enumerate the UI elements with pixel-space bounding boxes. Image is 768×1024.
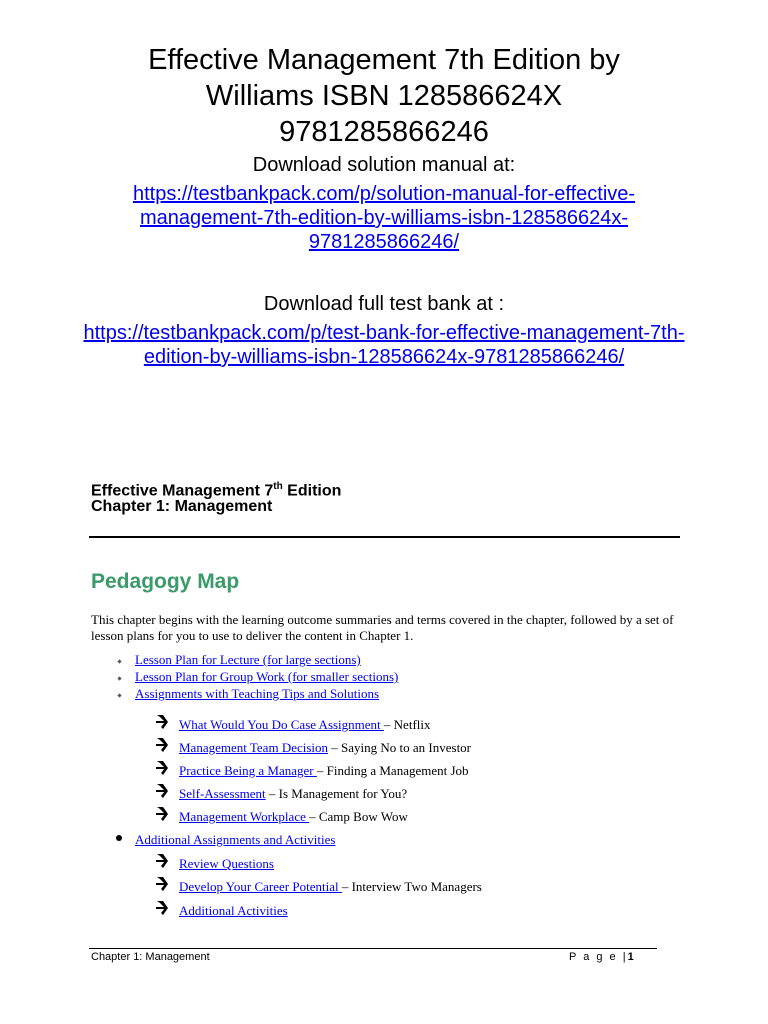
list-item: [179, 785, 407, 803]
lesson-plan-group-link[interactable]: Lesson Plan for Group Work (for smaller sections): [135, 669, 399, 684]
list-item: [179, 902, 288, 920]
list-item: [179, 808, 408, 826]
document-title: [60, 42, 708, 150]
review-questions-link[interactable]: Review Questions: [179, 856, 274, 871]
test-bank-label: Download full test bank at :: [263, 293, 505, 315]
solution-url-line-1[interactable]: https://testbankpack.com/p/solution-manual-for-effective-: [132, 183, 636, 205]
list-item: [179, 739, 471, 757]
small-bullet-icon: [117, 693, 121, 697]
arrow-bullet-icon: [155, 712, 171, 732]
test-bank-link[interactable]: [60, 321, 708, 369]
assignment-desc: – Finding a Management Job: [316, 763, 469, 778]
arrow-bullet-icon: [155, 781, 171, 801]
list-item: [179, 878, 482, 896]
footer-chapter: Chapter 1: Management: [91, 951, 210, 963]
assignment-desc: – Saying No to an Investor: [328, 740, 472, 755]
management-workplace-link[interactable]: Management Workplace: [179, 809, 310, 824]
solution-url-line-3[interactable]: 9781285866246/: [308, 231, 460, 253]
solution-manual-link[interactable]: [110, 182, 658, 254]
solution-manual-label: Download solution manual at:: [252, 154, 516, 176]
arrow-bullet-icon: [155, 874, 171, 894]
title-line-1: Effective Management 7th Edition by: [148, 44, 620, 76]
list-item: [135, 651, 361, 669]
test-bank-url-line-1[interactable]: https://testbankpack.com/p/test-bank-for-effective-management-7th-: [83, 322, 685, 344]
pedagogy-heading: Pedagogy Map: [91, 570, 240, 593]
list-item: [135, 831, 335, 849]
arrow-bullet-icon: [155, 758, 171, 778]
small-bullet-icon: [117, 676, 121, 680]
additional-assignments-link[interactable]: Additional Assignments and Activities: [135, 832, 336, 847]
book-title-suffix: Edition: [282, 482, 342, 500]
test-bank-url-line-2[interactable]: edition-by-williams-isbn-128586624x-9781285866246/: [143, 346, 625, 368]
header-divider: [89, 536, 680, 538]
chapter-title-header: Chapter 1: Management: [91, 498, 273, 515]
page-label: P a g e |: [569, 951, 628, 963]
list-item: [179, 762, 469, 780]
additional-activities-link[interactable]: Additional Activities: [179, 903, 288, 918]
footer-page: [569, 951, 634, 963]
arrow-bullet-icon: [155, 735, 171, 755]
title-line-3: 9781285866246: [279, 116, 489, 148]
round-bullet-icon: [116, 835, 122, 841]
list-item: [135, 685, 379, 703]
pedagogy-intro: This chapter begins with the learning outcome summaries and terms covered in the chapter, followed by a set of lesson plans for you to use to deliver the content in Chapter 1.: [91, 612, 674, 643]
book-title-prefix: Effective Management 7: [91, 482, 274, 500]
assignments-link[interactable]: Assignments with Teaching Tips and Solutions: [135, 686, 380, 701]
small-bullet-icon: [117, 659, 121, 663]
assignment-desc: – Is Management for You?: [265, 786, 408, 801]
arrow-bullet-icon: [155, 898, 171, 918]
solution-url-line-2[interactable]: management-7th-edition-by-williams-isbn-128586624x-: [139, 207, 629, 229]
develop-career-potential-link[interactable]: Develop Your Career Potential: [179, 879, 342, 894]
assignment-desc: – Netflix: [383, 717, 431, 732]
footer-divider: [89, 948, 657, 949]
assignment-desc: – Camp Bow Wow: [309, 809, 408, 824]
management-team-decision-link[interactable]: Management Team Decision: [179, 740, 329, 755]
what-would-you-do-link[interactable]: What Would You Do Case Assignment: [179, 717, 384, 732]
arrow-bullet-icon: [155, 804, 171, 824]
list-item: [179, 716, 431, 734]
arrow-bullet-icon: [155, 851, 171, 871]
practice-being-manager-link[interactable]: Practice Being a Manager: [179, 763, 317, 778]
title-line-2: Williams ISBN 128586624X: [205, 80, 563, 112]
list-item: [179, 855, 274, 873]
additional-desc: – Interview Two Managers: [341, 879, 482, 894]
page-number: 1: [627, 951, 634, 963]
book-title-sup: th: [273, 481, 283, 492]
lesson-plan-lecture-link[interactable]: Lesson Plan for Lecture (for large sections): [135, 652, 361, 667]
self-assessment-link[interactable]: Self-Assessment: [179, 786, 266, 801]
list-item: [135, 668, 398, 686]
